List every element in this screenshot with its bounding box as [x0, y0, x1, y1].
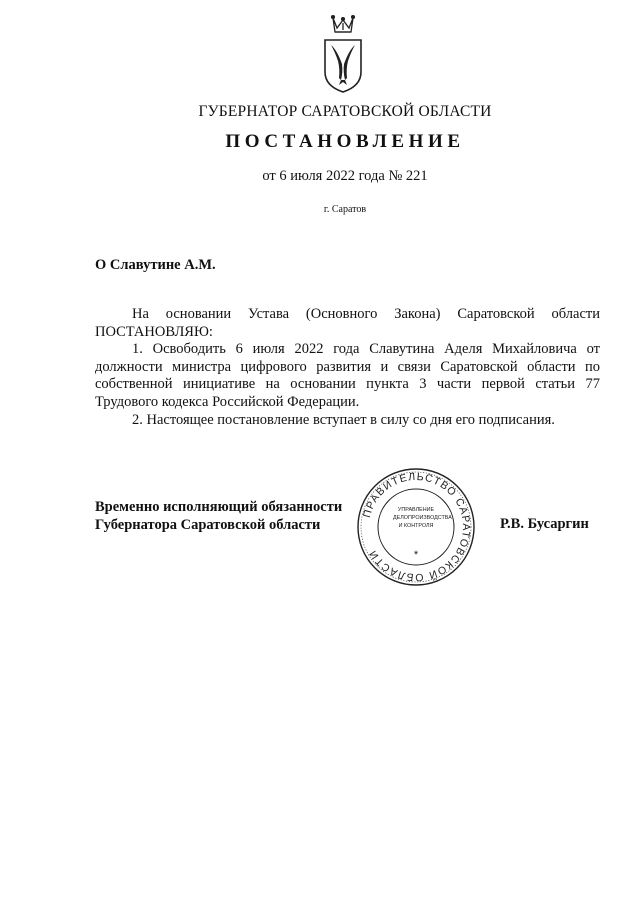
document-type-title: ПОСТАНОВЛЕНИЕ	[225, 131, 465, 152]
signatory-position-line-1: Временно исполняющий обязанности	[95, 499, 343, 515]
body-item-2: 2. Настоящее постановление вступает в силу со дня его подписания.	[132, 411, 555, 428]
stamp-star: *	[413, 549, 419, 561]
stamp-ring-text: ПРАВИТЕЛЬСТВО САРАТОВСКОЙ ОБЛАСТИ	[360, 470, 473, 584]
document-body	[95, 306, 600, 429]
document-subject: О Славутине А.М.	[95, 257, 216, 273]
stamp-inner-line-2: ДЕЛОПРОИЗВОДСТВА	[393, 515, 452, 521]
official-stamp	[355, 466, 477, 588]
stamp-inner-line-3: И КОНТРОЛЯ	[398, 523, 434, 529]
body-decree-word: ПОСТАНОВЛЯЮ:	[95, 323, 213, 340]
stamp-inner-line-1: УПРАВЛЕНИЕ	[397, 507, 435, 513]
document-city: г. Саратов	[323, 204, 367, 215]
signatory-position-line-2: Губернатора Саратовской области	[95, 517, 321, 533]
body-intro-line: На основании Устава (Основного Закона) Саратовской области	[132, 306, 600, 322]
signatory-name: Р.В. Бусаргин	[500, 516, 589, 532]
document-date-number: от 6 июля 2022 года № 221	[262, 168, 428, 184]
coat-of-arms-icon	[319, 14, 367, 94]
issuing-authority: ГУБЕРНАТОР САРАТОВСКОЙ ОБЛАСТИ	[198, 103, 492, 120]
body-item-1: 1. Освободить 6 июля 2022 года Славутина Аделя Михайловича от должности министра цифрового развития и связи Саратовской области по собственной инициативе на основании пункта 3 части первой статьи 77 Трудового кодекса Российской Федерации.	[95, 341, 600, 410]
signatory-position	[95, 498, 342, 534]
stamp-inner-text	[393, 506, 452, 530]
